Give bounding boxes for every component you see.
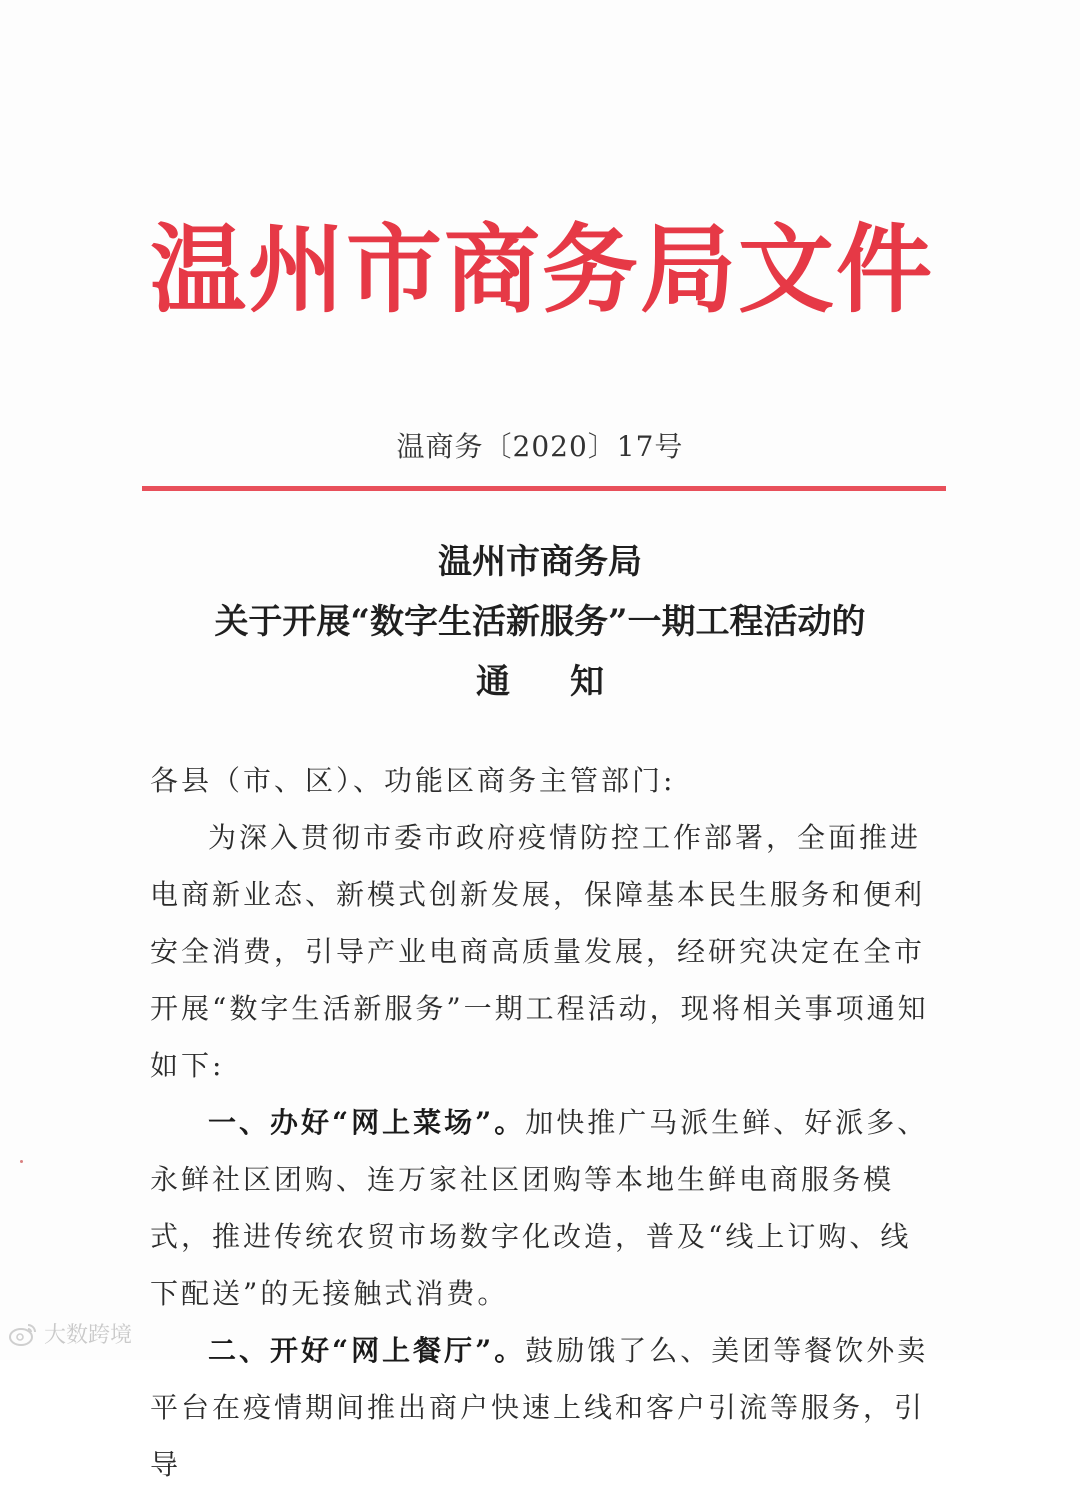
scan-speck xyxy=(20,1160,23,1163)
item-2-text: 鼓励饿了么、美团等餐饮外卖平台在疫情期间推出商户快速上线和客户引流等服务，引导 xyxy=(150,1334,929,1481)
title-line-notice: 通知 xyxy=(476,662,664,702)
masthead-title: 温州市商务局文件 xyxy=(150,214,934,326)
item-2-paragraph xyxy=(150,1322,940,1493)
title-line-subject: 关于开展“数字生活新服务”一期工程活动的 xyxy=(214,602,866,642)
document-body xyxy=(150,752,940,1493)
title-line-issuer: 温州市商务局 xyxy=(438,542,642,582)
notice-title xyxy=(0,532,1080,712)
red-divider-line xyxy=(142,486,946,491)
intro-paragraph: 为深入贯彻市委市政府疫情防控工作部署，全面推进电商新业态、新模式创新发展，保障基本民生服务和便利安全消费，引导产业电商高质量发展，经研究决定在全市开展“数字生活新服务”一期工程活动，现将相关事项通知如下: xyxy=(150,821,929,1082)
weibo-logo-icon xyxy=(8,1321,38,1347)
addressee-line: 各县（市、区）、功能区商务主管部门: xyxy=(150,764,676,797)
item-2-heading: 二、开好“网上餐厅”。 xyxy=(208,1334,526,1367)
watermark-text: 大数跨境 xyxy=(44,1323,133,1348)
item-1-text: 加快推广马派生鲜、好派多、永鲜社区团购、连万家社区团购等本地生鲜电商服务模式，推进传统农贸市场数字化改造，普及“线上订购、线下配送”的无接触式消费。 xyxy=(150,1106,929,1310)
item-1-paragraph xyxy=(150,1094,940,1322)
item-1-heading: 一、办好“网上菜场”。 xyxy=(208,1106,526,1139)
document-number: 温商务〔2020〕17号 xyxy=(396,430,684,463)
watermark xyxy=(8,1318,132,1349)
